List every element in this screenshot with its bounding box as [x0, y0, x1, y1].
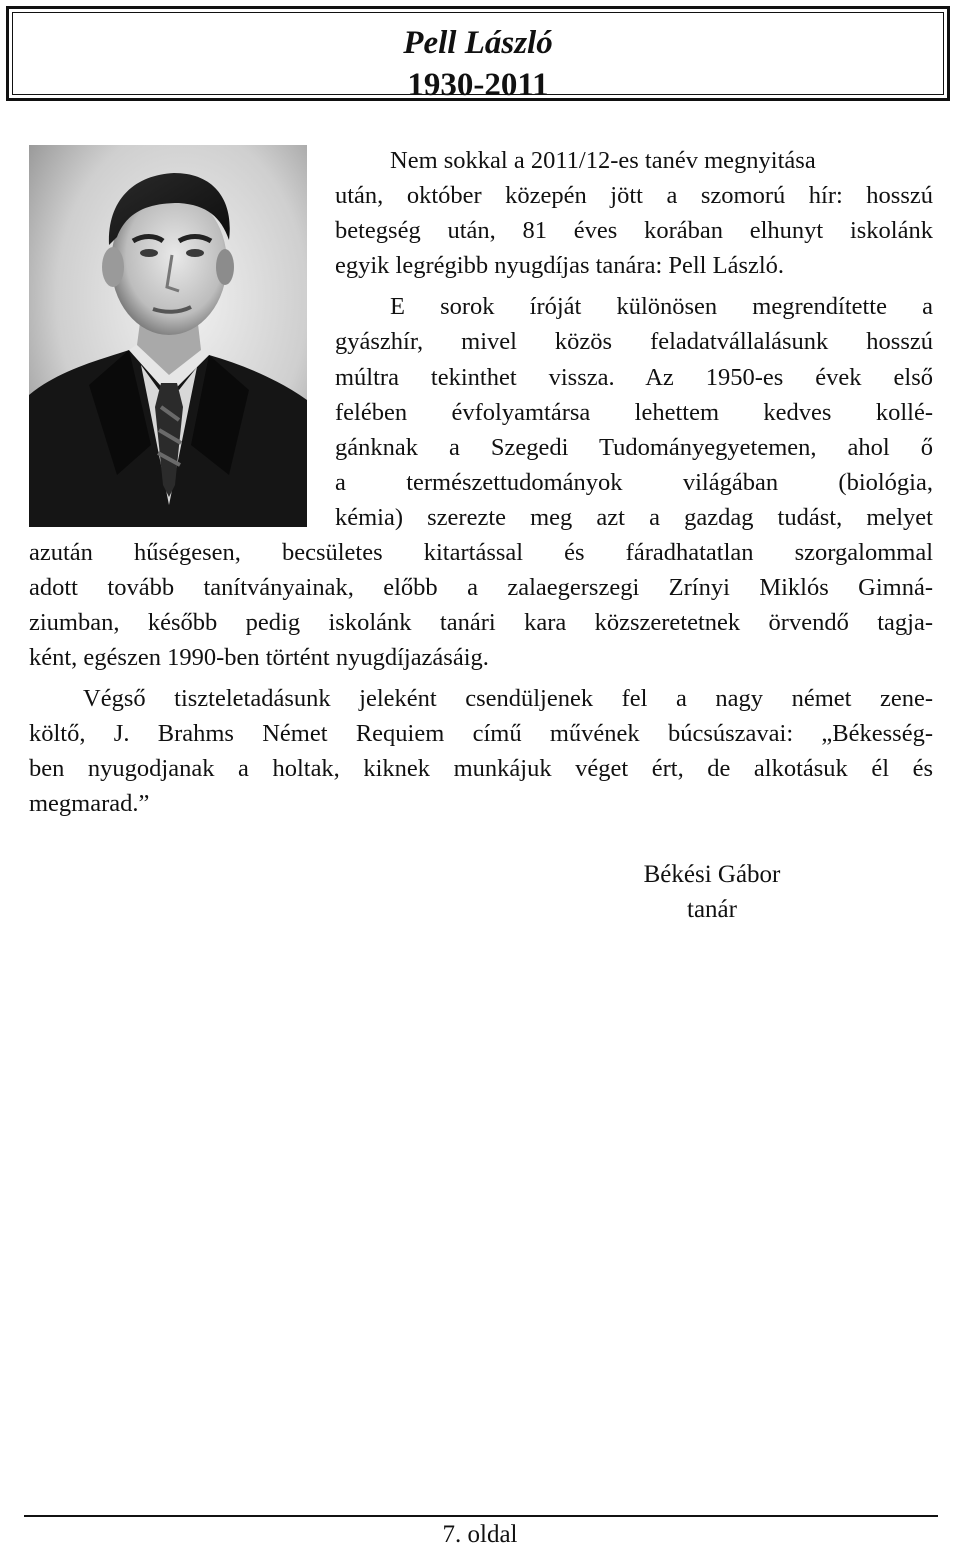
- text-line: adott tovább tanítványainak, előbb a zalaegerszegi Zrínyi Miklós Gimná-: [29, 574, 933, 601]
- text-line: múltra tekinthet vissza. Az 1950-es évek első: [335, 364, 933, 391]
- text-line: gánknak a Szegedi Tudományegyetemen, ahol ő: [335, 434, 933, 461]
- signature-name: Békési Gábor: [643, 861, 781, 888]
- text-line: megmarad.”: [29, 790, 150, 817]
- text-line: egyik legrégibb nyugdíjas tanára: Pell László.: [335, 252, 785, 279]
- text-line: után, október közepén jött a szomorú hír: hosszú: [335, 182, 933, 209]
- text-line: kémia) szerezte meg azt a gazdag tudást, melyet: [335, 504, 933, 531]
- text-line: ziumban, később pedig iskolánk tanári kara közszeretetnek örvendő tagja-: [29, 609, 933, 636]
- title-frame: [12, 12, 944, 103]
- text-line: ben nyugodjanak a holtak, kiknek munkájuk véget ért, de alkotásuk él és: [29, 755, 933, 782]
- text-line: Nem sokkal a 2011/12-es tanév megnyitása: [390, 147, 816, 174]
- text-line: betegség után, 81 éves korában elhunyt iskolánk: [335, 217, 933, 244]
- page-number: 7. oldal: [442, 1521, 518, 1548]
- signature-role: tanár: [687, 896, 737, 923]
- text-line: költő, J. Brahms Német Requiem című művének búcsúszavai: „Békesség-: [29, 720, 933, 747]
- portrait-photo: [29, 145, 307, 527]
- text-line: ként, egészen 1990-ben történt nyugdíjazásáig.: [29, 644, 489, 671]
- text-line: felében évfolyamtársa lehettem kedves kollé-: [335, 399, 933, 426]
- footer-divider: [24, 1515, 938, 1517]
- text-line: azután hűségesen, becsületes kitartással és fáradhatatlan szorgalommal: [29, 539, 933, 566]
- text-line: a természettudományok világában (biológia,: [335, 469, 933, 496]
- text-line: E sorok íróját különösen megrendítette a: [390, 293, 933, 320]
- title-box: [6, 6, 950, 101]
- page-title: Pell László: [403, 25, 553, 61]
- text-line: gyászhír, mivel közös feladatvállalásunk hosszú: [335, 328, 933, 355]
- text-line: Végső tiszteletadásunk jeleként csendüljenek fel a nagy német zene-: [83, 685, 933, 712]
- title-years: 1930-2011: [407, 67, 549, 103]
